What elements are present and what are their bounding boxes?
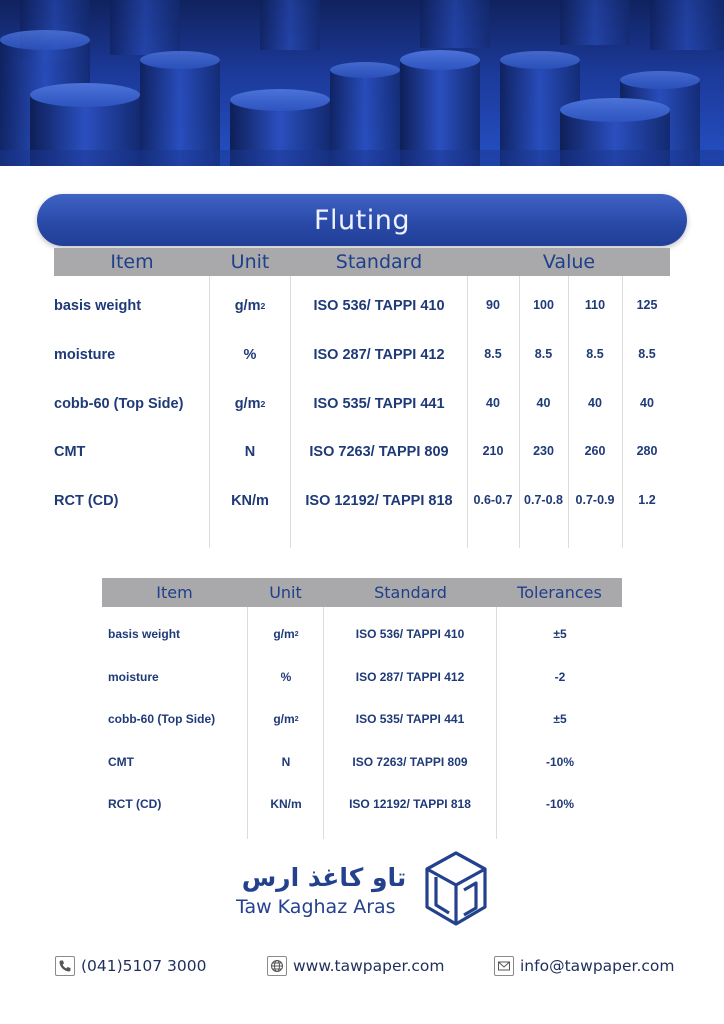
header-banner-image: [0, 0, 724, 166]
globe-icon: [267, 956, 287, 976]
row-unit: KN/m: [270, 797, 302, 811]
paper-rolls-illustration: [0, 0, 724, 166]
row-item: RCT (CD): [108, 797, 162, 811]
column-header-item: Item: [102, 578, 247, 607]
row-value: 8.5: [534, 347, 553, 361]
column-divider: [496, 607, 497, 839]
row-value: 8.5: [484, 347, 502, 361]
row-unit: KN/m: [231, 493, 269, 509]
row-item: cobb-60 (Top Side): [54, 396, 184, 412]
row-value: 100: [533, 298, 554, 312]
row-standard: ISO 12192/ TAPPI 818: [305, 493, 453, 509]
row-value: 0.7-0.8: [524, 493, 563, 507]
website-link[interactable]: www.tawpaper.com: [293, 957, 445, 975]
row-value: 125: [636, 298, 658, 312]
column-header-tolerances: Tolerances: [497, 578, 622, 607]
contact-email[interactable]: [494, 954, 675, 978]
email-link[interactable]: info@tawpaper.com: [520, 957, 675, 975]
row-unit: g/m 2: [273, 712, 299, 726]
row-unit: g/m 2: [273, 627, 299, 641]
row-item: moisture: [108, 670, 159, 684]
row-unit: N: [281, 755, 291, 769]
column-header-item: Item: [54, 248, 210, 276]
page-title: Fluting: [314, 204, 410, 236]
row-value: 90: [486, 298, 500, 312]
logo-english-text: Taw Kaghaz Aras: [236, 896, 396, 918]
row-standard: ISO 535/ TAPPI 441: [313, 396, 445, 412]
row-standard: ISO 12192/ TAPPI 818: [349, 797, 471, 811]
phone-number: (041)5107 3000: [81, 957, 207, 975]
row-item: CMT: [54, 444, 86, 460]
row-value: 260: [584, 444, 606, 458]
row-standard: ISO 7263/ TAPPI 809: [309, 444, 449, 460]
row-standard: ISO 7263/ TAPPI 809: [352, 755, 468, 769]
row-value: 110: [584, 298, 606, 312]
row-value: 230: [533, 444, 554, 458]
row-value: 280: [636, 444, 658, 458]
row-tolerance: -2: [554, 670, 566, 684]
title-bar: [37, 194, 687, 246]
row-item: cobb-60 (Top Side): [108, 712, 216, 726]
row-unit: N: [244, 444, 256, 460]
row-tolerance: -10%: [545, 755, 574, 769]
row-value: 1.2: [638, 493, 656, 507]
row-value: 40: [486, 396, 500, 410]
logo-cube-icon: [424, 850, 488, 928]
row-unit: %: [243, 347, 257, 363]
row-item: moisture: [54, 347, 116, 363]
row-value: 40: [640, 396, 654, 410]
row-value: 40: [588, 396, 602, 410]
row-unit: g/m 2: [234, 396, 266, 412]
column-header-unit: Unit: [247, 578, 324, 607]
row-standard: ISO 536/ TAPPI 410: [355, 627, 465, 641]
phone-icon: [55, 956, 75, 976]
column-header-standard: Standard: [324, 578, 497, 607]
row-tolerance: ±5: [553, 712, 567, 726]
row-item: RCT (CD): [54, 493, 119, 509]
row-standard: ISO 535/ TAPPI 441: [355, 712, 465, 726]
row-value: 8.5: [638, 347, 656, 361]
row-value: 8.5: [586, 347, 604, 361]
column-header-unit: Unit: [210, 248, 290, 276]
row-standard: ISO 287/ TAPPI 412: [313, 347, 445, 363]
row-item: basis weight: [108, 627, 181, 641]
logo-persian-text: تاو کاغذ ارس: [241, 863, 407, 892]
row-standard: ISO 287/ TAPPI 412: [355, 670, 465, 684]
contact-phone[interactable]: [55, 954, 207, 978]
row-standard: ISO 536/ TAPPI 410: [313, 298, 445, 314]
row-tolerance: ±5: [553, 627, 567, 641]
row-value: 210: [482, 444, 504, 458]
row-value: 0.6-0.7: [473, 493, 513, 507]
column-header-standard: Standard: [290, 248, 468, 276]
row-unit: g/m 2: [234, 298, 266, 314]
row-value: 0.7-0.9: [575, 493, 615, 507]
row-unit: %: [280, 670, 292, 684]
envelope-icon: [494, 956, 514, 976]
row-tolerance: -10%: [545, 797, 574, 811]
contact-website[interactable]: [267, 954, 444, 978]
row-value: 40: [536, 396, 551, 410]
column-header-value: Value: [468, 248, 670, 276]
row-item: basis weight: [54, 298, 142, 314]
row-item: CMT: [108, 755, 134, 769]
